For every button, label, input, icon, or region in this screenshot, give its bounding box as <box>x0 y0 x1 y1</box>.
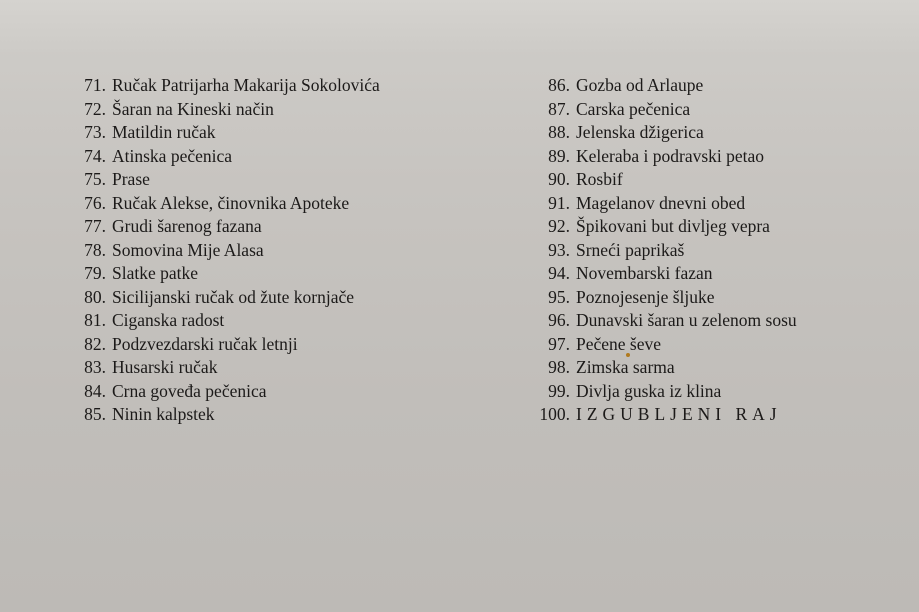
entry-title: Srneći paprikaš <box>576 239 685 260</box>
entry-title: Carska pečenica <box>576 98 691 119</box>
entry-title: Poznojesenje šljuke <box>576 286 715 307</box>
entry-number: 80. <box>84 286 106 307</box>
contents-right-column <box>536 74 797 427</box>
entry-title: Crna goveđa pečenica <box>112 380 267 401</box>
entry-number: 90. <box>548 169 570 189</box>
entry-number: 95. <box>548 286 570 307</box>
entry-title: Gozba od Arlaupe <box>576 75 704 95</box>
entry-title: Špikovani but divljeg vepra <box>576 216 770 236</box>
contents-entry <box>78 262 380 286</box>
entry-number: 76. <box>84 192 106 213</box>
contents-entry <box>78 356 380 380</box>
entry-title: IZGUBLJENI RAJ <box>576 404 782 424</box>
entry-title: Matildin ručak <box>112 122 216 142</box>
entry-number: 85. <box>84 404 106 424</box>
entry-number: 99. <box>548 380 570 401</box>
entry-number: 73. <box>84 122 106 142</box>
entry-title: Jelenska džigerica <box>576 122 704 142</box>
entry-number: 88. <box>548 122 570 142</box>
contents-entry <box>78 215 380 239</box>
contents-entry <box>78 98 380 122</box>
entry-title: Ninin kalpstek <box>112 404 215 424</box>
entry-title: Ciganska radost <box>112 310 225 330</box>
contents-entry <box>78 309 380 333</box>
entry-title: Ručak Patrijarha Makarija Sokolovića <box>112 75 380 95</box>
entry-title: Grudi šarenog fazana <box>112 216 262 236</box>
entry-title: Pečene ševe <box>576 333 662 354</box>
contents-entry <box>536 356 797 380</box>
contents-entry <box>536 168 797 192</box>
entry-title: Keleraba i podravski petao <box>576 145 765 166</box>
contents-entry <box>536 286 797 310</box>
contents-entry <box>536 215 797 239</box>
entry-number: 79. <box>84 263 106 283</box>
entry-number: 75. <box>84 169 106 189</box>
entry-number: 83. <box>84 357 106 377</box>
entry-number: 92. <box>548 216 570 236</box>
contents-entry <box>536 239 797 263</box>
entry-title: Husarski ručak <box>112 357 218 377</box>
entry-title: Zimska sarma <box>576 357 675 377</box>
contents-entry <box>78 74 380 98</box>
entry-title: Rosbif <box>576 169 623 189</box>
entry-number: 72. <box>84 98 106 119</box>
entry-title: Novembarski fazan <box>576 263 713 283</box>
contents-entry <box>78 145 380 169</box>
entry-title: Atinska pečenica <box>112 145 233 166</box>
entry-title: Dunavski šaran u zelenom sosu <box>576 310 797 330</box>
entry-title: Somovina Mije Alasa <box>112 239 264 260</box>
contents-entry <box>78 333 380 357</box>
entry-number: 89. <box>548 145 570 166</box>
entry-number: 97. <box>548 333 570 354</box>
contents-entry <box>78 239 380 263</box>
entry-title: Slatke patke <box>112 263 199 283</box>
contents-entry <box>78 286 380 310</box>
contents-entry <box>536 262 797 286</box>
entry-title: Ručak Alekse, činovnika Apoteke <box>112 192 350 213</box>
contents-entry <box>536 121 797 145</box>
entry-title: Šaran na Kineski način <box>112 98 274 119</box>
contents-entry <box>536 192 797 216</box>
entry-number: 93. <box>548 239 570 260</box>
contents-entry <box>78 168 380 192</box>
entry-number: 71. <box>84 75 106 95</box>
contents-entry <box>536 309 797 333</box>
entry-number: 86. <box>548 75 570 95</box>
contents-entry <box>536 380 797 404</box>
entry-number: 100. <box>539 404 570 424</box>
entry-number: 98. <box>548 357 570 377</box>
contents-entry <box>536 145 797 169</box>
contents-entry <box>78 121 380 145</box>
contents-entry <box>536 333 797 357</box>
entry-number: 81. <box>84 310 106 330</box>
contents-left-column <box>78 74 380 427</box>
contents-entry <box>536 403 797 427</box>
contents-entry <box>78 380 380 404</box>
entry-number: 91. <box>548 192 570 213</box>
contents-entry <box>78 192 380 216</box>
entry-title: Divlja guska iz klina <box>576 380 722 401</box>
entry-number: 77. <box>84 216 106 236</box>
entry-number: 74. <box>84 145 106 166</box>
page-top-edge <box>0 0 919 52</box>
entry-number: 87. <box>548 98 570 119</box>
entry-title: Podzvezdarski ručak letnji <box>112 333 298 354</box>
contents-entry <box>536 98 797 122</box>
entry-number: 78. <box>84 239 106 260</box>
entry-number: 94. <box>548 263 570 283</box>
entry-number: 96. <box>548 310 570 330</box>
entry-title: Prase <box>112 169 150 189</box>
entry-title: Sicilijanski ručak od žute kornjače <box>112 286 355 307</box>
entry-number: 84. <box>84 380 106 401</box>
contents-entry <box>78 403 380 427</box>
contents-entry <box>536 74 797 98</box>
ink-speck <box>626 353 630 357</box>
entry-title: Magelanov dnevni obed <box>576 192 746 213</box>
entry-number: 82. <box>84 333 106 354</box>
